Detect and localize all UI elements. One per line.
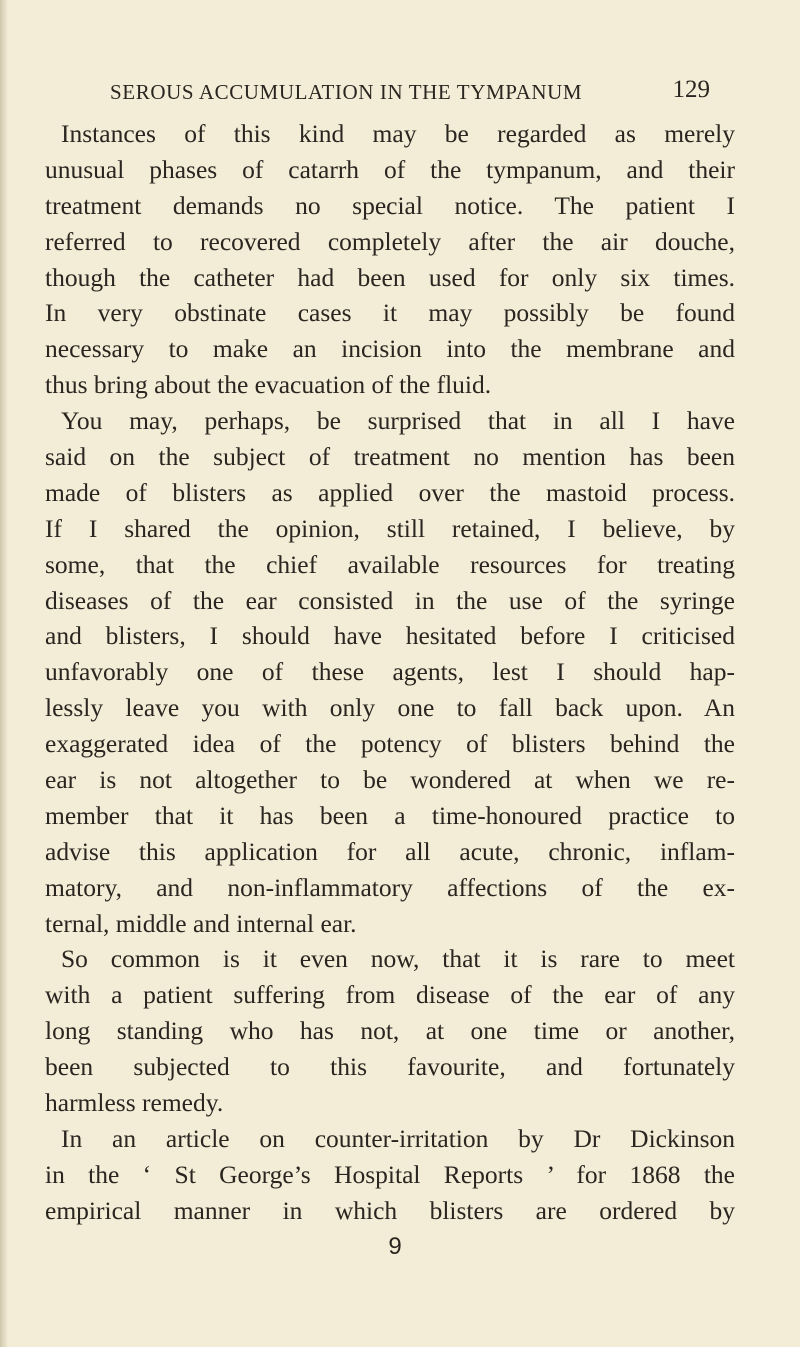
text-line: treatment demands no special notice. The patient I	[45, 190, 735, 220]
text-line: been subjected to this favourite, and fortunately	[45, 1052, 735, 1082]
text-line: necessary to make an incision into the membrane and	[45, 334, 735, 364]
running-title: SEROUS ACCUMULATION IN THE TYMPANUM	[110, 80, 583, 104]
text-line: In an article on counter-irritation by Dr Dickinson	[61, 1123, 735, 1153]
text-line: empirical manner in which blisters are ordered by	[45, 1195, 735, 1225]
text-line: diseases of the ear consisted in the use of the syringe	[45, 585, 735, 615]
text-line: made of blisters as applied over the mastoid process.	[45, 477, 735, 507]
text-line: lessly leave you with only one to fall back upon. An	[45, 693, 735, 723]
text-line: harmless remedy.	[45, 1088, 224, 1118]
text-line: advise this application for all acute, chronic, inflam-	[45, 836, 735, 866]
page-number: 129	[672, 76, 710, 103]
text-line: So common is it even now, that it is rare to meet	[61, 944, 735, 974]
text-line: Instances of this kind may be regarded as merely	[61, 119, 735, 148]
text-line: said on the subject of treatment no mention has been	[45, 442, 735, 472]
text-line: In very obstinate cases it may possibly be found	[45, 298, 735, 328]
text-line: You may, perhaps, be surprised that in all I have	[61, 406, 735, 436]
text-line: long standing who has not, at one time or another,	[45, 1016, 735, 1046]
body-text	[45, 116, 735, 1265]
text-line: unfavorably one of these agents, lest I should hap-	[45, 657, 735, 687]
text-line: though the catheter had been used for only six times.	[45, 262, 735, 292]
text-line: unusual phases of catarrh of the tympanum, and their	[45, 154, 735, 184]
text-line: ear is not altogether to be wondered at when we re-	[45, 765, 735, 795]
text-line: thus bring about the evacuation of the fluid.	[45, 370, 492, 400]
page-edge-shadow	[0, 0, 8, 1347]
text-line: matory, and non-inflammatory affections of the ex-	[45, 872, 735, 902]
text-line: referred to recovered completely after the air douche,	[45, 226, 735, 256]
text-line: and blisters, I should have hesitated before I criticised	[45, 621, 735, 651]
text-line: member that it has been a time-honoured practice to	[45, 800, 735, 830]
text-line: with a patient suffering from disease of the ear of any	[45, 980, 735, 1010]
text-line: ternal, middle and internal ear.	[45, 908, 357, 938]
text-line: in the ‘ St George’s Hospital Reports ’ for 1868 the	[45, 1159, 735, 1189]
text-line: some, that the chief available resources for treating	[45, 549, 735, 579]
text-line: exaggerated idea of the potency of blisters behind the	[45, 729, 735, 759]
running-head	[110, 76, 710, 110]
signature-mark: 9	[388, 1232, 402, 1260]
text-line: If I shared the opinion, still retained, I believe, by	[45, 513, 735, 543]
